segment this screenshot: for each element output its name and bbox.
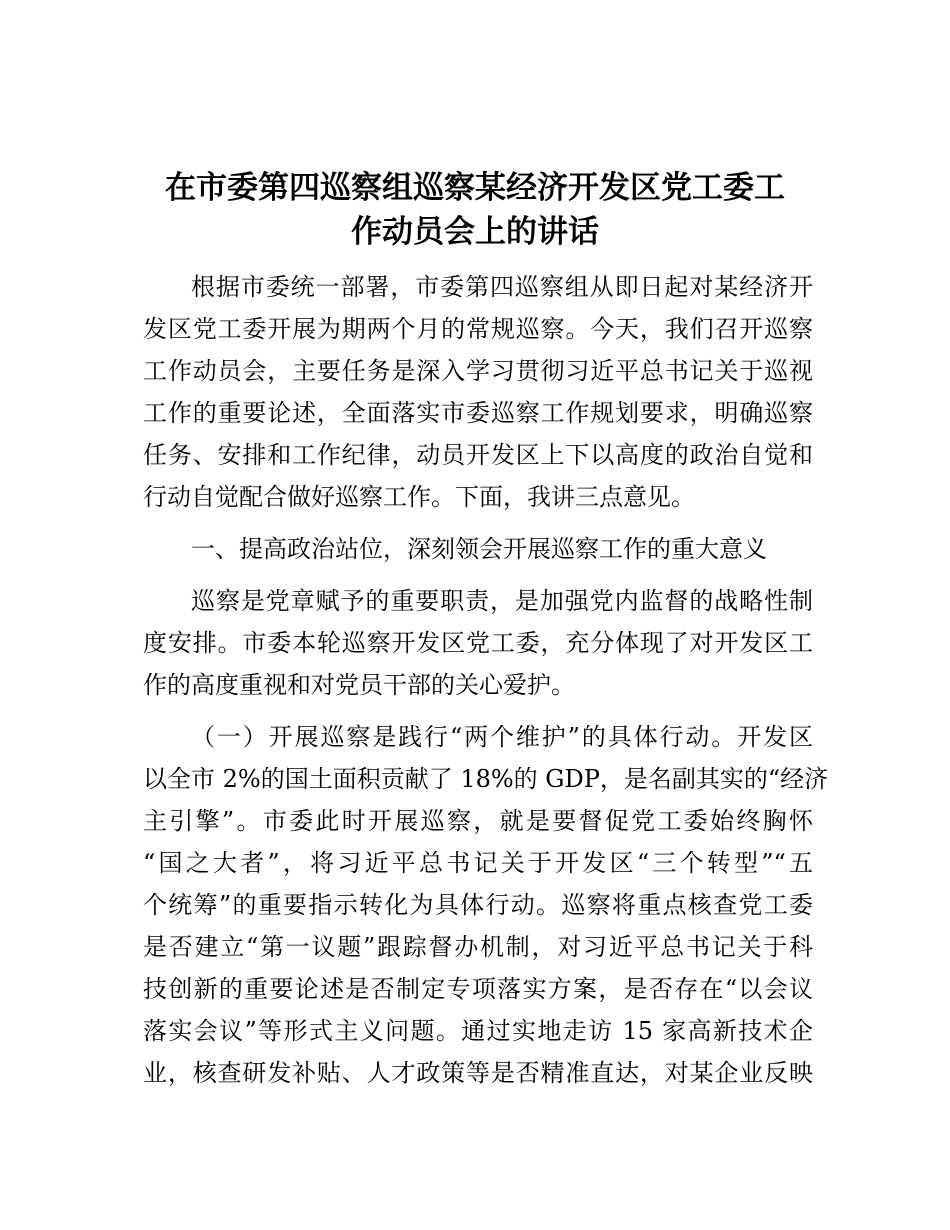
text-line: 一、提高政治站位，深刻领会开展巡察工作的重大意义 — [191, 535, 767, 563]
document-title — [130, 166, 820, 254]
text-line: 发区党工委开展为期两个月的常规巡察。今天，我们召开巡察 — [143, 315, 813, 343]
text-line: 工作的重要论述，全面落实市委巡察工作规划要求，明确巡察 — [143, 399, 813, 427]
text-line: 主引擎”。市委此时开展巡察，就是要督促党工委始终胸怀 — [143, 807, 813, 835]
text-line: （一）开展巡察是践行“两个维护”的具体行动。开发区 — [191, 723, 813, 751]
text-line: 根据市委统一部署，市委第四巡察组从即日起对某经济开 — [191, 273, 813, 301]
text-line: 业，核查研发补贴、人才政策等是否精准直达，对某企业反映 — [143, 1059, 813, 1087]
section-heading-1 — [143, 528, 813, 570]
text-line: 工作动员会，主要任务是深入学习贯彻习近平总书记关于巡视 — [143, 357, 813, 385]
title-line: 在市委第四巡察组巡察某经济开发区党工委工 — [165, 170, 785, 206]
text-line: 落实会议”等形式主义问题。通过实地走访 15 家高新技术企 — [143, 1017, 813, 1045]
document-body — [143, 266, 829, 1094]
text-line: 是否建立“第一议题”跟踪督办机制，对习近平总书记关于科 — [143, 933, 813, 961]
paragraph-spacer — [143, 518, 813, 528]
text-line: 巡察是党章赋予的重要职责，是加强党内监督的战略性制 — [191, 587, 813, 615]
text-line: 作的高度重视和对党员干部的关心爱护。 — [143, 671, 575, 699]
paragraph-subpoint-1 — [143, 716, 829, 1094]
text-line: 个统筹”的重要指示转化为具体行动。巡察将重点核查党工委 — [143, 891, 813, 919]
text-line: 以全市 2%的国土面积贡献了 18%的 GDP，是名副其实的“经济 — [143, 765, 829, 793]
paragraph-spacer — [143, 706, 813, 716]
title-line: 作动员会上的讲话 — [351, 214, 599, 250]
text-line: “国之大者”，将习近平总书记关于开发区“三个转型”“五 — [143, 849, 813, 877]
text-line: 度安排。市委本轮巡察开发区党工委，充分体现了对开发区工 — [143, 629, 813, 657]
text-line: 技创新的重要论述是否制定专项落实方案，是否存在“以会议 — [143, 975, 813, 1003]
paragraph-intro — [143, 266, 813, 518]
text-line: 任务、安排和工作纪律，动员开发区上下以高度的政治自觉和 — [143, 441, 813, 469]
text-line: 行动自觉配合做好巡察工作。下面，我讲三点意见。 — [143, 483, 695, 511]
paragraph-spacer — [143, 570, 813, 580]
paragraph-significance — [143, 580, 813, 706]
